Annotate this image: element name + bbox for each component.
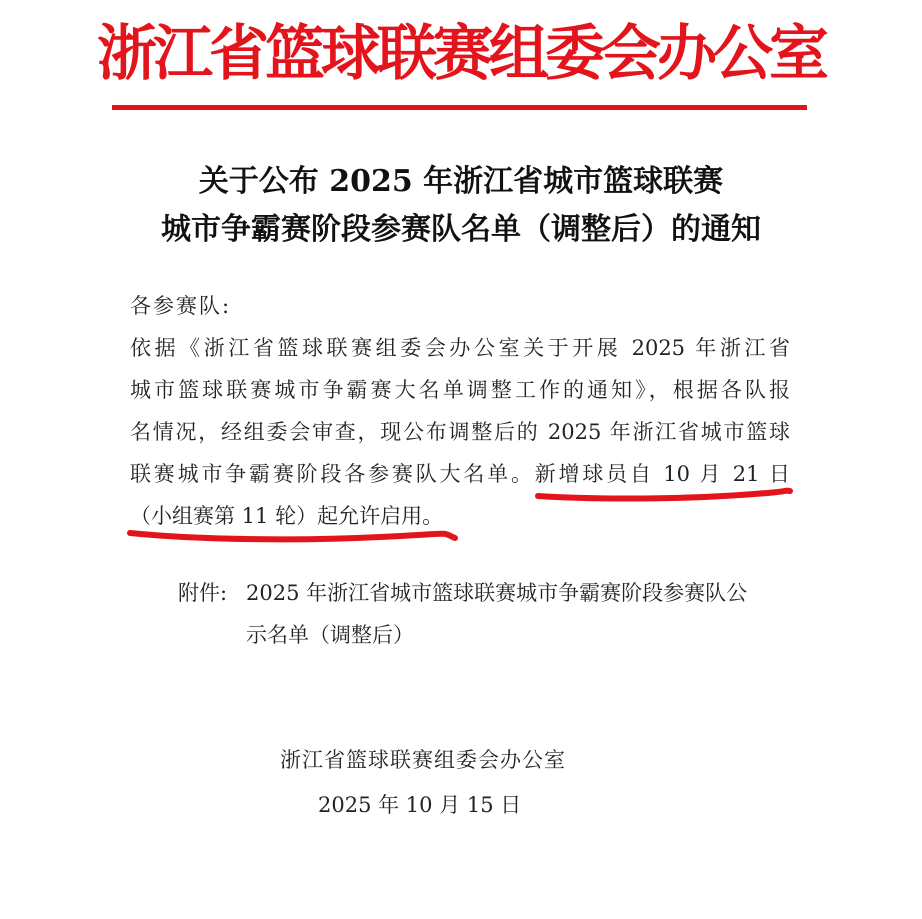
body-line-2: 城市篮球联赛城市争霸赛大名单调整工作的通知》，根据各队报 bbox=[130, 378, 790, 402]
signature-organization: 浙江省篮球联赛组委会办公室 bbox=[280, 748, 566, 772]
red-underline-1 bbox=[538, 491, 790, 499]
body-line-1: 依据《浙江省篮球联赛组委会办公室关于开展 2025 年浙江省 bbox=[130, 336, 790, 360]
notice-title-line-2: 城市争霸赛阶段参赛队名单（调整后）的通知 bbox=[161, 212, 761, 247]
signature-date: 2025 年 10 月 15 日 bbox=[318, 793, 522, 817]
attachment-line-2: 示名单（调整后） bbox=[246, 623, 414, 647]
attachment-label: 附件: bbox=[178, 581, 228, 605]
body-line-3: 名情况，经组委会审查，现公布调整后的 2025 年浙江省城市篮球 bbox=[130, 420, 790, 444]
attachment-line-1: 2025 年浙江省城市篮球联赛城市争霸赛阶段参赛队公 bbox=[246, 581, 748, 605]
red-underline-2 bbox=[130, 533, 455, 539]
body-line-4: 联赛城市争霸赛阶段各参赛队大名单。新增球员自 10 月 21 日 bbox=[130, 462, 790, 486]
notice-title-line-1: 关于公布 2025 年浙江省城市篮球联赛 bbox=[198, 164, 724, 199]
body-line-5: （小组赛第 11 轮）起允许启用。 bbox=[130, 504, 444, 528]
salutation: 各参赛队: bbox=[130, 294, 232, 318]
org-header-title: 浙江省篮球联赛组委会办公室 bbox=[97, 19, 825, 89]
header-red-rule bbox=[112, 105, 807, 110]
